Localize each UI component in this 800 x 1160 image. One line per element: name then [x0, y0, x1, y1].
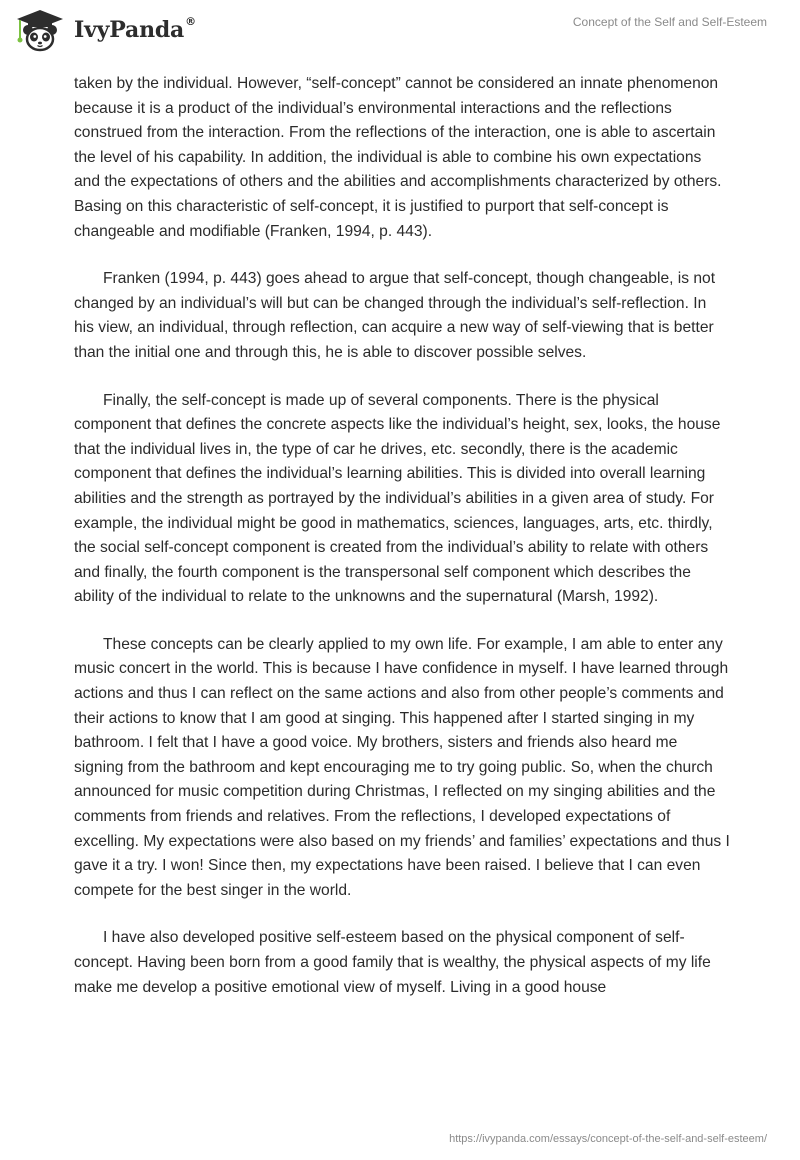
page-header	[0, 0, 800, 64]
registered-mark: ®	[185, 15, 196, 28]
paragraph-1: taken by the individual. However, “self-concept” cannot be considered an innate phenomenon because it is a product of the individual’s environmental interactions and the reflections construed from the interaction. From the reflections of the interaction, one is able to ascertain the level of his capability. In addition, the individual is able to combine his own expectations and the expectations of others and the abilities and accomplishments characterized by others. Basing on this characteristic of self-concept, it is justified to purport that self-concept is changeable and modifiable (Franken, 1994, p. 443).	[74, 75, 722, 240]
panda-graduate-icon	[14, 8, 66, 52]
source-url-link[interactable]: https://ivypanda.com/essays/concept-of-the-self-and-self-esteem/	[449, 1133, 767, 1145]
paragraph-3: Finally, the self-concept is made up of several components. There is the physical component that defines the concrete aspects like the individual’s height, sex, looks, the house that the individual lives in, the type of car he drives, etc. secondly, there is the academic component that defines the individual’s learning abilities. This is divided into overall learning abilities and the strength as portrayed by the individual’s abilities in a given area of study. For example, the individual might be good in mathematics, sciences, languages, arts, etc. thirdly, the social self-concept component is created from the individual’s ability to relate with others and finally, the fourth component is the transpersonal self component which describes the ability of the individual to relate to the unknowns and the supernatural (Marsh, 1992).	[74, 391, 721, 606]
paragraph-2: Franken (1994, p. 443) goes ahead to argue that self-concept, though changeable, is not changed by an individual’s will but can be changed through the individual’s self-reflection. In his view, an individual, through reflection, can acquire a new way of self-viewing that is better than the initial one and through this, he is able to discover possible selves.	[74, 270, 716, 361]
brand-name-text: IvyPanda	[74, 17, 185, 43]
paragraph-4: These concepts can be clearly applied to my own life. For example, I am able to enter any music concert in the world. This is because I have confidence in myself. I have learned through actions and thus I can reflect on the same actions and also from other people’s comments and their actions to know that I am good at singing. This happened after I started singing in my bathroom. I felt that I have a good voice. My brothers, sisters and friends also heard me signing from the bathroom and kept encouraging me to try going public. So, when the church announced for music competition during Christmas, I reflected on my singing abilities and the comments from friends and relatives. From the reflections, I developed expectations of excelling. My expectations were also based on my friends’ and families’ expectations and thus I gave it a try. I won! Since then, my expectations have been raised. I believe that I can even compete for the best singer in the world.	[74, 635, 730, 899]
document-title: Concept of the Self and Self-Esteem	[572, 15, 767, 29]
brand-name	[74, 17, 196, 43]
ivypanda-logo[interactable]	[14, 8, 196, 52]
paragraph-5: I have also developed positive self-esteem based on the physical component of self-concept. Having been born from a good family that is wealthy, the physical aspects of my life make me develop a positive emotional view of myself. Living in a good house	[74, 929, 711, 996]
essay-body	[74, 72, 730, 1023]
